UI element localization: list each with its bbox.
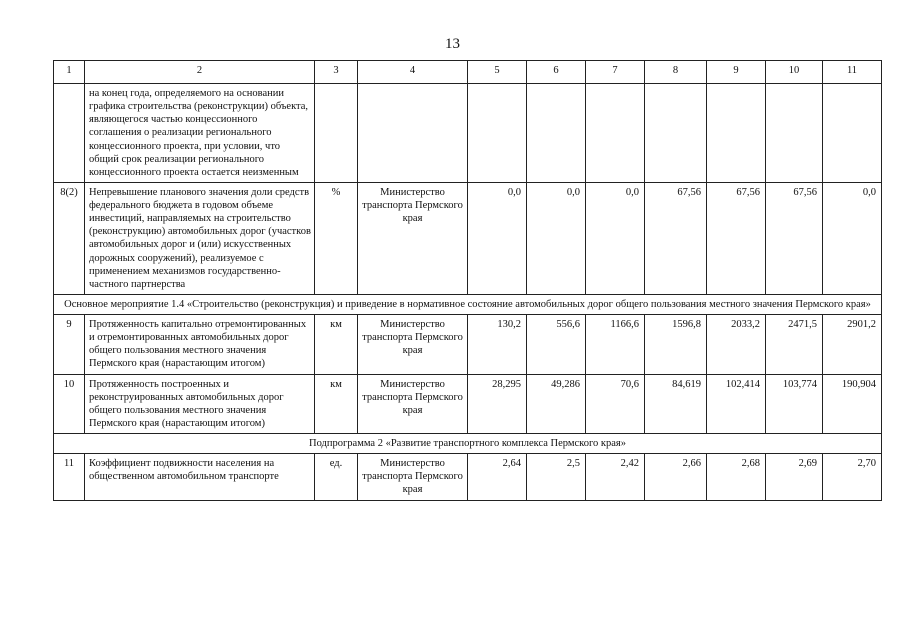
value-cell: 2,69 [766,454,823,500]
value-cell [645,84,707,183]
column-header-6: 6 [527,61,586,84]
value-cell [707,84,766,183]
unit-cell: ед. [315,454,358,500]
value-cell: 2471,5 [766,315,823,375]
value-cell: 0,0 [586,182,645,294]
value-cell: 102,414 [707,374,766,434]
unit-cell: % [315,182,358,294]
value-cell: 84,619 [645,374,707,434]
column-header-8: 8 [645,61,707,84]
value-cell: 0,0 [468,182,527,294]
column-header-9: 9 [707,61,766,84]
section-title: Подпрограмма 2 «Развитие транспортного комплекса Пермского края» [54,434,882,454]
responsible-org: Министерство транспорта Пермского края [358,374,468,434]
row-number: 8(2) [54,182,85,294]
value-cell [586,84,645,183]
indicator-name: Протяженность построенных и реконструированных автомобильных дорог общего пользования местного значения Пермского края (нарастающим итогом) [85,374,315,434]
value-cell: 0,0 [527,182,586,294]
column-header-5: 5 [468,61,527,84]
responsible-org: Министерство транспорта Пермского края [358,315,468,375]
value-cell: 2,64 [468,454,527,500]
value-cell: 67,56 [707,182,766,294]
indicators-table [53,60,882,501]
value-cell: 49,286 [527,374,586,434]
value-cell: 67,56 [645,182,707,294]
column-header-2: 2 [85,61,315,84]
table-row [54,315,882,375]
indicator-name: Непревышение планового значения доли средств федерального бюджета в годовом объеме инвестиций, направляемых на строительство (реконструкцию) автомобильных дорог (участков автомобильных дорог и (или) искусственных дорожных сооружений), реализуемое с применением механизмов государственно-частного партнерства [85,182,315,294]
value-cell [766,84,823,183]
column-header-10: 10 [766,61,823,84]
value-cell: 190,904 [823,374,882,434]
indicator-name: Коэффициент подвижности населения на общественном автомобильном транспорте [85,454,315,500]
value-cell: 130,2 [468,315,527,375]
value-cell: 0,0 [823,182,882,294]
value-cell: 2,68 [707,454,766,500]
column-header-11: 11 [823,61,882,84]
responsible-org [358,84,468,183]
table-row [54,182,882,294]
row-number: 9 [54,315,85,375]
responsible-org: Министерство транспорта Пермского края [358,454,468,500]
row-number: 10 [54,374,85,434]
value-cell [823,84,882,183]
value-cell: 2901,2 [823,315,882,375]
row-number: 11 [54,454,85,500]
value-cell [468,84,527,183]
value-cell: 67,56 [766,182,823,294]
indicator-name: на конец года, определяемого на основании графика строительства (реконструкции) объекта, являющегося частью концессионного соглашения о реализации регионального концессионного проекта, при условии, что общий срок реализации регионального концессионного проекта остается неизменным [85,84,315,183]
value-cell: 2,66 [645,454,707,500]
value-cell: 103,774 [766,374,823,434]
column-header-7: 7 [586,61,645,84]
value-cell: 2,70 [823,454,882,500]
value-cell: 28,295 [468,374,527,434]
unit-cell: км [315,315,358,375]
section-title: Основное мероприятие 1.4 «Строительство (реконструкция) и приведение в нормативное состояние автомобильных дорог общего пользования местного значения Пермского края» [54,294,882,314]
value-cell: 1166,6 [586,315,645,375]
unit-cell: км [315,374,358,434]
value-cell: 2,5 [527,454,586,500]
table-row [54,374,882,434]
unit-cell [315,84,358,183]
value-cell: 1596,8 [645,315,707,375]
indicator-name: Протяженность капитально отремонтированных и отремонтированных автомобильных дорог общего пользования местного значения Пермского края (нарастающим итогом) [85,315,315,375]
value-cell: 2033,2 [707,315,766,375]
responsible-org: Министерство транспорта Пермского края [358,182,468,294]
row-number [54,84,85,183]
value-cell: 70,6 [586,374,645,434]
page-number: 13 [445,36,460,52]
table-row [54,454,882,500]
column-header-4: 4 [358,61,468,84]
value-cell: 2,42 [586,454,645,500]
section-header-row [54,294,882,314]
column-header-1: 1 [54,61,85,84]
section-header-row [54,434,882,454]
table-header-row [54,61,882,84]
value-cell [527,84,586,183]
value-cell: 556,6 [527,315,586,375]
column-header-3: 3 [315,61,358,84]
table-row [54,84,882,183]
